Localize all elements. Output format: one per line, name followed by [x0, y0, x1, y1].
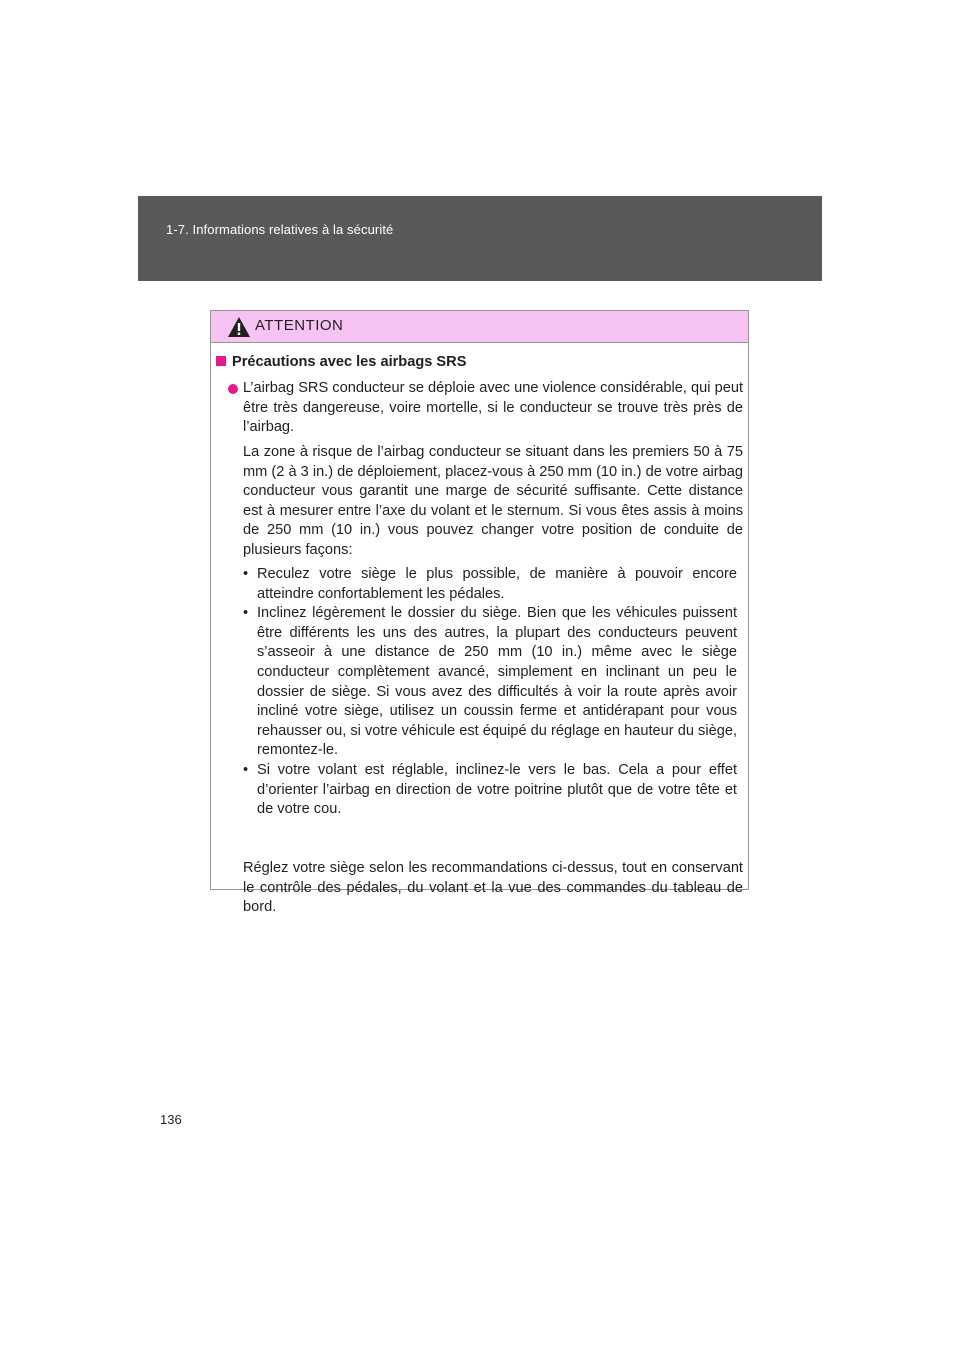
paragraph-intro: L’airbag SRS conducteur se déploie avec une violence considérable, qui peut être très dangereuse, voire mortelle, si le conducteur se trouve très près de l’airbag. — [243, 380, 743, 436]
adjustment-list — [243, 565, 737, 820]
circle-bullet-icon — [228, 384, 238, 394]
list-item-text: Reculez votre siège le plus possible, de manière à pouvoir encore atteindre confortablement les pédales. — [257, 566, 737, 602]
list-bullet: • — [243, 761, 249, 778]
warning-label: ATTENTION — [255, 317, 344, 334]
list-item — [243, 604, 737, 761]
list-item-text: Si votre volant est réglable, inclinez-le vers le bas. Cela a pour effet d’orienter l’airbag en direction de votre poitrine plutôt que de votre tête et de votre cou. — [257, 761, 737, 818]
section-header-band — [138, 196, 822, 281]
topic-title: Précautions avec les airbags SRS — [232, 354, 467, 370]
topic-heading — [216, 353, 466, 373]
list-bullet: • — [243, 566, 249, 582]
square-marker-icon — [216, 356, 226, 366]
list-bullet: • — [243, 605, 249, 622]
page-number: 136 — [160, 1112, 182, 1127]
paragraph-conclusion: Réglez votre siège selon les recommandations ci-dessus, tout en conservant le contrôle des pédales, du volant et la vue des commandes du tableau de bord. — [243, 860, 743, 916]
attention-warning-box — [210, 310, 749, 916]
list-item — [243, 565, 737, 604]
paragraph-risk-zone: La zone à risque de l’airbag conducteur se situant dans les premiers 50 à 75 mm (2 à 3 in.) de déploiement, placez-vous à 250 mm (10 in.) de votre airbag conducteur vous garantit une marge de sécurité suffisante. Cette distance est à mesurer entre l’axe du volant et le sternum. Si vous êtes assis à moins de 250 mm (10 in.) vous pouvez changer votre position de conduite de plusieurs façons: — [243, 444, 743, 558]
list-item — [243, 761, 737, 820]
warning-triangle-icon — [227, 316, 251, 338]
section-title: 1-7. Informations relatives à la sécurité — [166, 222, 394, 237]
list-item-text: Inclinez légèrement le dossier du siège. Bien que les véhicules puissent être différents les uns des autres, la plupart des conducteurs peuvent s’asseoir à une distance de 250 mm (10 in.) même avec le siège conducteur complètement avancé, simplement en inclinant un peu le dossier de siège. Si vous avez des difficultés à voir la route après avoir incliné votre siège, utilisez un coussin ferme et antidérapant pour vous rehausser ou, si votre véhicule est équipé du réglage en hauteur du siège, remontez-le. — [257, 605, 737, 759]
warning-header — [211, 311, 748, 343]
